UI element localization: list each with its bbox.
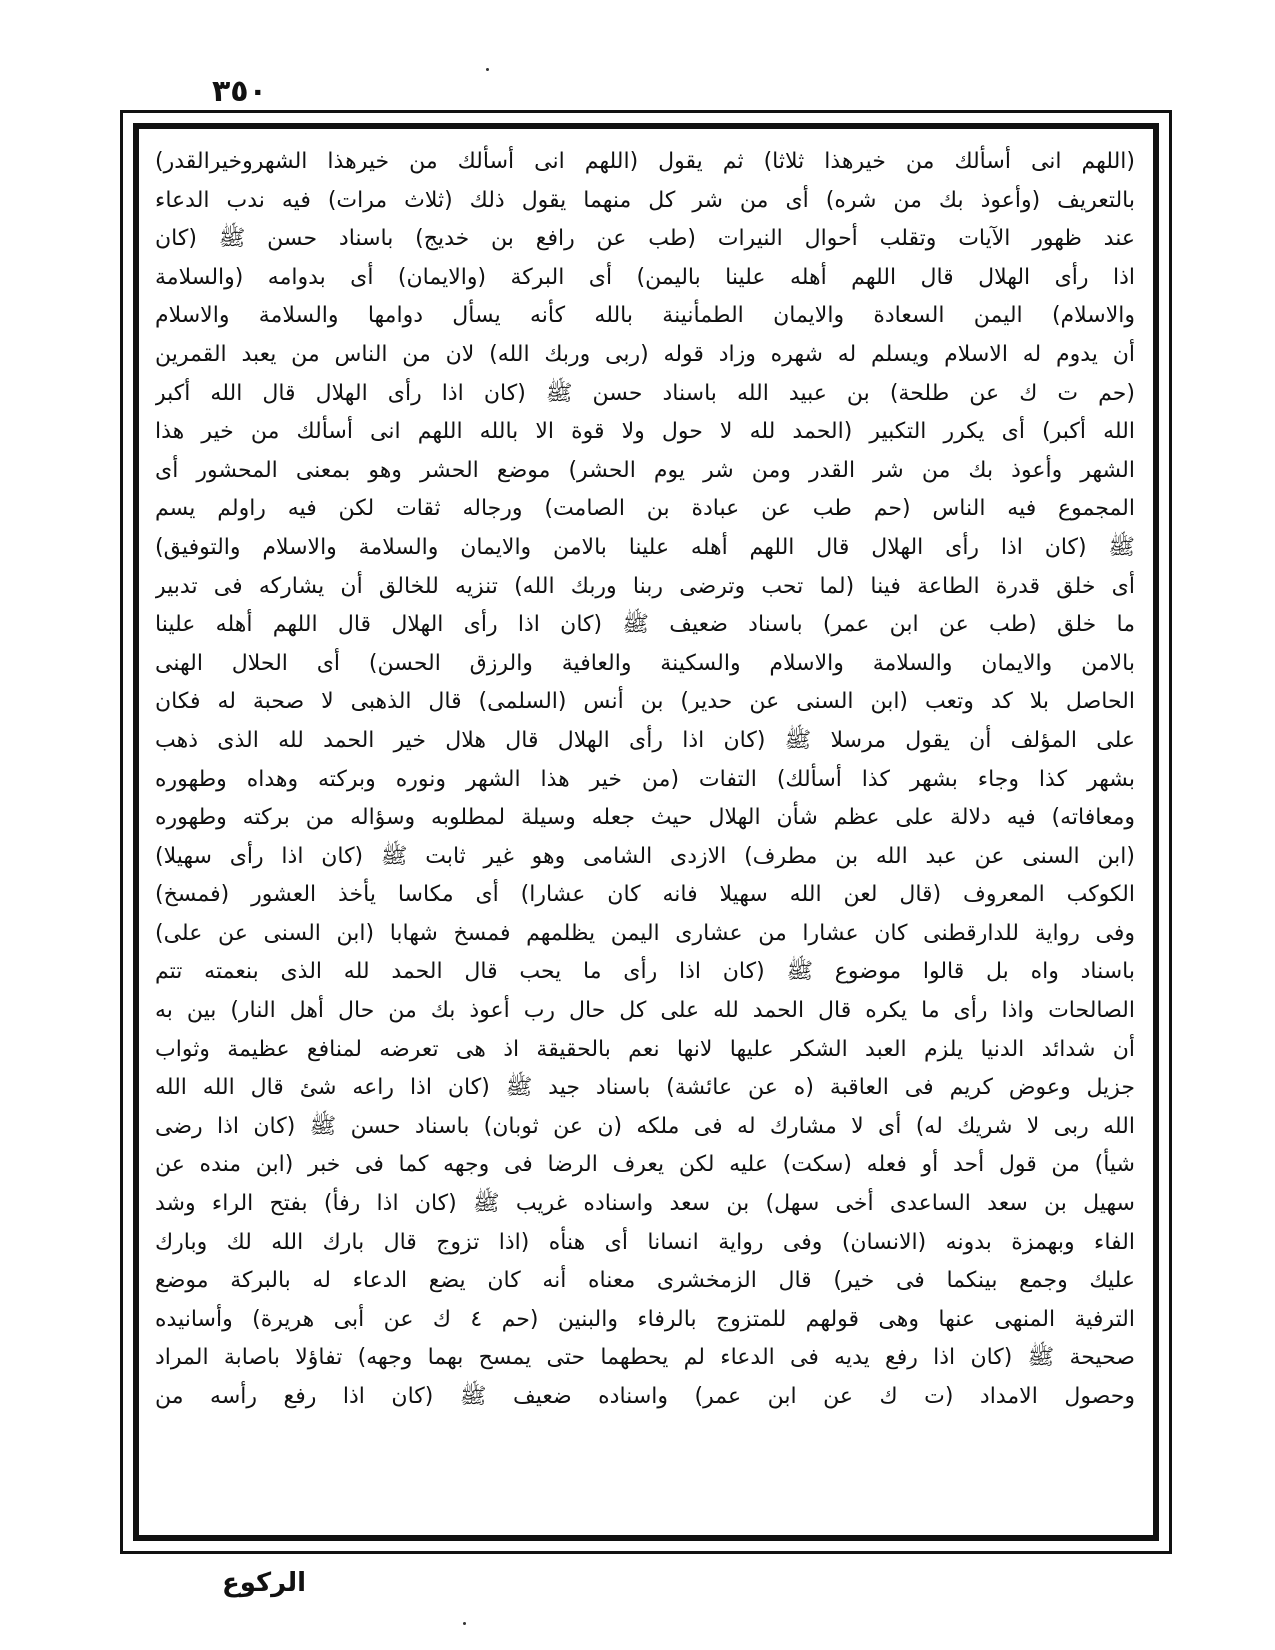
text-line: الله أكبر) أى يكرر التكبير (الحمد لله لا حول ولا قوة الا بالله اللهم انى أسألك من خير هذا (155, 419, 1135, 445)
text-line: عليك وجمع بينكما فى خير) قال الزمخشرى معناه أنه كان يضع الدعاء له بالبركة موضع (155, 1268, 1135, 1294)
text-line: أى خلق قدرة الطاعة فينا (لما تحب وترضى ربنا وربك الله) تنزيه للخالق أن يشاركه فى تدبير (155, 573, 1135, 599)
text-line: شيأ) من قول أحد أو فعله (سكت) عليه لكن يعرف الرضا فى وجهه كما فى خبر (ابن منده عن (155, 1152, 1135, 1178)
text-line: وفى رواية للدارقطنى كان عشارا من عشارى اليمن يظلمهم فمسخ شهابا (ابن السنى عن على) (155, 920, 1135, 946)
text-line: باسناد واه بل قالوا موضوع ﷺ (كان اذا رأى ما يحب قال الحمد لله الذى بنعمته تتم (155, 959, 1135, 985)
scan-speck (486, 68, 489, 71)
text-line: (حم ت ك عن طلحة) بن عبيد الله باسناد حسن ﷺ (كان اذا رأى الهلال قال الله أكبر (155, 380, 1135, 406)
text-line: الشهر وأعوذ بك من شر القدر ومن شر يوم الحشر) موضع الحشر وهو بمعنى المحشور أى (155, 457, 1135, 483)
text-line: والاسلام) اليمن السعادة والايمان الطمأنينة بالله كأنه يسأل دوامها والسلامة والاسلام (155, 303, 1135, 329)
text-line: (ابن السنى عن عبد الله بن مطرف) الازدى الشامى وهو غير ثابت ﷺ (كان اذا رأى سهيلا) (155, 843, 1135, 869)
text-line: وحصول الامداد (ت ك عن ابن عمر) واسناده ضعيف ﷺ (كان اذا رفع رأسه من (155, 1384, 1135, 1409)
text-line: الترفية المنهى عنها وهى قولهم للمتزوج بالرفاء والبنين (حم ٤ ك عن أبى هريرة) وأسانيده (155, 1306, 1135, 1332)
catchword: الركوع (222, 1568, 307, 1598)
text-line: عند ظهور الآيات وتقلب أحوال النيرات (طب عن رافع بن خديج) باسناد حسن ﷺ (كان (155, 226, 1135, 252)
text-line: على المؤلف أن يقول مرسلا ﷺ (كان اذا رأى الهلال قال هلال خير الحمد لله الذى ذهب (155, 727, 1135, 753)
text-line: الصالحات واذا رأى ما يكره قال الحمد لله على كل حال رب أعوذ بك من حال أهل النار) بين به (155, 998, 1135, 1024)
text-line: بشهر كذا وجاء بشهر كذا أسألك) التفات (من خير هذا الشهر ونوره وبركته وهداه وطهوره (155, 766, 1135, 792)
page-border-inner (133, 123, 1159, 1541)
page-border-outer (120, 110, 1172, 1554)
text-line: أن شدائد الدنيا يلزم العبد الشكر عليها لانها نعم بالحقيقة اذ هى تعرضه لمنافع عظيمة وثواب (155, 1036, 1135, 1062)
text-line: بالامن والايمان والسلامة والاسلام والسكينة والعافية والرزق الحسن) أى الحلال الهنى (155, 650, 1135, 676)
text-line: الفاء وبهمزة بدونه (الانسان) وفى رواية انسانا أى هنأه (اذا تزوج قال بارك الله لك وبارك (155, 1229, 1135, 1255)
page-number: ٣٥٠ (212, 74, 267, 109)
text-line: الحاصل بلا كد وتعب (ابن السنى عن حدير) بن أنس (السلمى) قال الذهبى لا صحبة له فكان (155, 689, 1135, 715)
scan-speck (463, 1622, 466, 1625)
text-line: ما خلق (طب عن ابن عمر) باسناد ضعيف ﷺ (كان اذا رأى الهلال قال اللهم أهله علينا (155, 612, 1135, 638)
text-line: اذا رأى الهلال قال اللهم أهله علينا باليمن) أى البركة (والايمان) أى بدوامه (والسلامة (155, 264, 1135, 290)
text-line: بالتعريف (وأعوذ بك من شره) أى من شر كل منهما يقول ذلك (ثلاث مرات) فيه ندب الدعاء (155, 187, 1135, 213)
text-line: ﷺ (كان اذا رأى الهلال قال اللهم أهله علينا بالامن والايمان والسلامة والاسلام والتوفيق) (155, 534, 1135, 560)
text-line: الكوكب المعروف (قال لعن الله سهيلا فانه كان عشارا) أى مكاسا يأخذ العشور (فمسخ) (155, 882, 1135, 908)
text-line: صحيحة ﷺ (كان اذا رفع يديه فى الدعاء لم يحطهما حتى يمسح بهما وجهه) تفاؤلا باصابة المراد (155, 1345, 1135, 1371)
text-line: الله ربى لا شريك له) أى لا مشارك له فى ملكه (ن عن ثوبان) باسناد حسن ﷺ (كان اذا رضى (155, 1113, 1135, 1139)
text-line: ومعافاته) فيه دلالة على عظم شأن الهلال حيث جعله وسيلة لمطلوبه وسؤاله من بركته وطهوره (155, 805, 1135, 831)
text-line: جزيل وعوض كريم فى العاقبة (ه عن عائشة) باسناد جيد ﷺ (كان اذا راعه شئ قال الله الله (155, 1075, 1135, 1101)
text-line: المجموع فيه الناس (حم طب عن عبادة بن الصامت) ورجاله ثقات لكن فيه راولم يسم (155, 496, 1135, 522)
text-line: (اللهم انى أسألك من خيرهذا ثلاثا) ثم يقول (اللهم انى أسألك من خيرهذا الشهروخيرالقدر) (155, 149, 1135, 174)
text-line: سهيل بن سعد الساعدى أخى سهل) بن سعد واسناده غريب ﷺ (كان اذا رفأ) بفتح الراء وشد (155, 1191, 1135, 1217)
text-line: أن يدوم له الاسلام ويسلم له شهره وزاد قوله (ربى وربك الله) لان من الناس من يعبد القمرين (155, 341, 1135, 367)
page-text-body (155, 143, 1135, 1523)
